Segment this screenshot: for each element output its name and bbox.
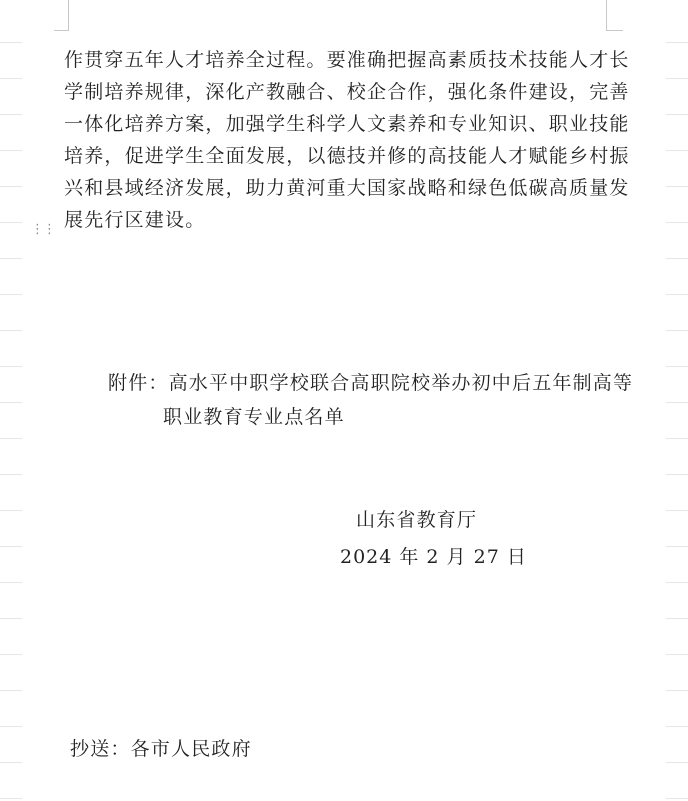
margin-tick [0, 510, 22, 511]
right-margin-ticks [666, 30, 688, 800]
margin-tick [0, 654, 22, 655]
body-line: 培养，促进学生全面发展，以德技并修的高技能人才赋能乡村振 [64, 145, 630, 167]
crop-mark-top-left [54, 0, 69, 31]
body-line: 作贯穿五年人才培养全过程。要准确把握高素质技术技能人才长 [64, 49, 630, 71]
margin-tick [0, 222, 22, 223]
margin-tick [0, 186, 22, 187]
margin-tick [666, 546, 688, 547]
attachment-note [108, 366, 634, 434]
margin-tick [0, 150, 22, 151]
margin-tick [666, 402, 688, 403]
body-line: 展先行区建设。 [64, 209, 206, 231]
issue-date: 2024 年 2 月 27 日 [340, 546, 527, 568]
margin-tick [666, 582, 688, 583]
margin-tick [0, 474, 22, 475]
body-line: 学制培养规律，深化产教融合、校企合作，强化条件建设，完善 [64, 81, 630, 103]
margin-tick [666, 294, 688, 295]
margin-tick [0, 582, 22, 583]
crop-mark-top-right [606, 0, 623, 31]
margin-tick [666, 762, 688, 763]
attachment-line-2: 职业教育专业点名单 [163, 406, 345, 428]
margin-tick [666, 798, 688, 799]
margin-tick [666, 258, 688, 259]
margin-tick [0, 438, 22, 439]
margin-tick [666, 690, 688, 691]
margin-tick [0, 690, 22, 691]
issuer-name: 山东省教育厅 [356, 509, 478, 531]
margin-tick [0, 258, 22, 259]
body-paragraph [64, 44, 630, 236]
margin-tick [0, 366, 22, 367]
margin-tick [0, 402, 22, 403]
attachment-line-1: 附件：高水平中职学校联合高职院校举办初中后五年制高等 [108, 372, 634, 394]
margin-tick [0, 726, 22, 727]
margin-tick [666, 510, 688, 511]
margin-tick [666, 78, 688, 79]
margin-tick [666, 366, 688, 367]
margin-tick [0, 294, 22, 295]
cc-line: 抄送：各市人民政府 [70, 738, 252, 760]
margin-tick [0, 42, 22, 43]
margin-tick [0, 618, 22, 619]
margin-tick [0, 78, 22, 79]
left-margin-ticks [0, 30, 22, 800]
margin-tick [666, 150, 688, 151]
body-line: 兴和县域经济发展，助力黄河重大国家战略和绿色低碳高质量发 [64, 177, 630, 199]
margin-tick [666, 438, 688, 439]
margin-tick [0, 546, 22, 547]
margin-tick [666, 726, 688, 727]
margin-tick [666, 186, 688, 187]
body-line: 一体化培养方案，加强学生科学人文素养和专业知识、职业技能 [64, 113, 630, 135]
margin-tick [666, 114, 688, 115]
margin-tick [666, 618, 688, 619]
margin-tick [666, 222, 688, 223]
margin-tick [0, 330, 22, 331]
margin-tick [0, 798, 22, 799]
margin-tick [666, 654, 688, 655]
margin-tick [666, 42, 688, 43]
margin-tick [666, 330, 688, 331]
margin-tick [0, 762, 22, 763]
drag-handle-icon[interactable]: ⋮⋮ [31, 222, 55, 237]
margin-tick [666, 474, 688, 475]
margin-tick [0, 114, 22, 115]
